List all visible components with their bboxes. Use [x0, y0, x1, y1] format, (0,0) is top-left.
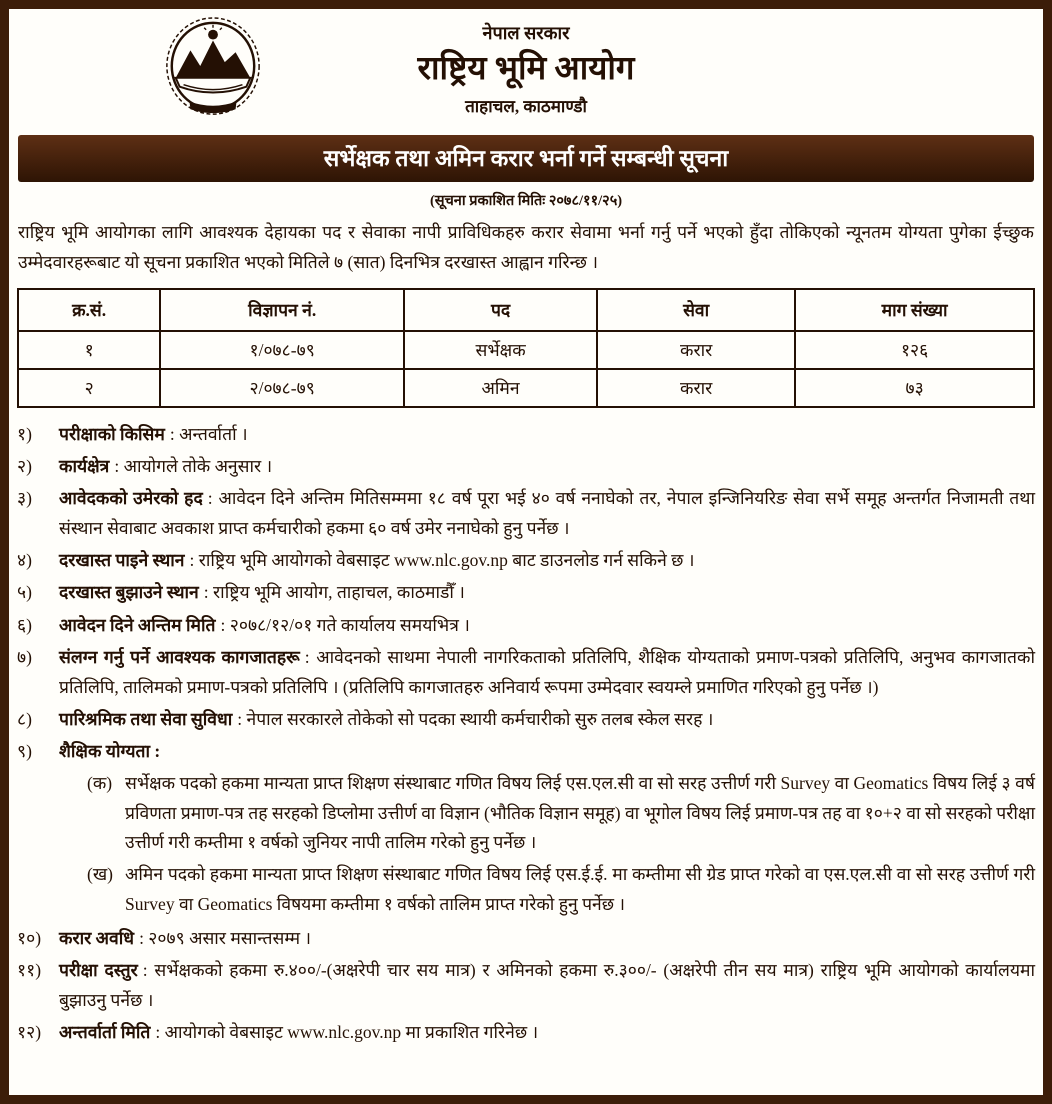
list-item-8 — [17, 705, 1035, 735]
cell-advert: १/०७८-७९ — [160, 331, 404, 369]
cell-post: सर्भेक्षक — [404, 331, 597, 369]
cell-demand: १२६ — [795, 331, 1034, 369]
item-number: ४) — [17, 550, 32, 570]
list-item-3 — [17, 484, 1035, 544]
column-header-advert: विज्ञापन नं. — [160, 289, 404, 331]
cell-serial: २ — [18, 369, 160, 407]
provisions-list — [17, 420, 1035, 1049]
item-text: : आयोगले तोके अनुसार । — [114, 455, 273, 476]
item-number: ३) — [17, 488, 32, 508]
item-body — [59, 956, 1035, 1016]
organization-address: ताहाचल, काठमाण्डौ — [465, 96, 587, 116]
item-text: : अन्तर्वार्ता । — [169, 423, 248, 444]
vacancy-table — [17, 288, 1035, 408]
item-text: : राष्ट्रिय भूमि आयोग, ताहाचल, काठमाडौँ । — [203, 582, 465, 603]
sub-item-text: सर्भेक्षक पदको हकमा मान्यता प्राप्त शिक्षण संस्थाबाट गणित विषय लिई एस.एल.सी वा सो सरह उत्तीर्ण गरी Survey वा Geomatics विषय लिई ३ वर्ष प्रविणता प्रमाण-पत्र तह सरहको डिप्लोमा उत्तीर्ण वा विज्ञान (भौतिक विज्ञान समूह) वा भूगोल विषय लिई प्रमाण-पत्र तह वा १०+२ वा सो सरहको परीक्षा उत्तीर्ण गरी कम्तीमा १ वर्षको जुनियर नापी तालिम गरेको हुनु पर्नेछ । — [125, 772, 1035, 853]
list-item-2 — [17, 452, 1035, 482]
item-label: करार अवधि — [59, 928, 135, 948]
column-header-post: पद — [404, 289, 597, 331]
sub-item-mark: (क) — [87, 772, 113, 793]
item-number: ६) — [17, 614, 32, 635]
item-label: शैक्षिक योग्यता : — [59, 741, 161, 761]
list-item-4 — [17, 546, 1035, 576]
list-item-9 — [17, 737, 1035, 922]
item-body — [59, 611, 1035, 641]
item-body — [59, 452, 1035, 482]
table-row — [18, 369, 1034, 407]
item-text: : आवेदन दिने अन्तिम मितिसम्ममा १८ वर्ष पूरा भई ४० वर्ष ननाघेको तर, नेपाल इन्जिनियरिङ सेवा सर्भे समूह अन्तर्गत निजामती तथा संस्थान सेवाबाट अवकाश प्राप्त कर्मचारीको हकमा ६० वर्ष उमेर ननाघेको हुनु पर्नेछ । — [59, 488, 1035, 538]
published-date-line: (सूचना प्रकाशित मितिः २०७८/११/२५) — [429, 193, 623, 209]
item-body — [59, 924, 1035, 954]
item-body — [59, 737, 1035, 922]
list-item-1 — [17, 420, 1035, 450]
item-body — [59, 1018, 1035, 1048]
nepal-government-emblem-icon — [159, 15, 267, 121]
intro-paragraph: राष्ट्रिय भूमि आयोगका लागि आवश्यक देहायका पद र सेवाका नापी प्राविधिकहरु करार सेवामा भर्ना गर्नु पर्ने भएको हुँदा तोकिएको न्यूनतम योग्यता पुगेका ईच्छुक उम्मेदवारहरूबाट यो सूचना प्रकाशित भएको मितिले ७ (सात) दिनभित्र दरखास्त आह्वान गरिन्छ । — [18, 222, 1034, 272]
item-label: संलग्न गर्नु पर्ने आवश्यक कागजातहरू — [59, 646, 300, 667]
column-header-serial: क्र.सं. — [18, 289, 160, 331]
item-text: : आयोगको वेबसाइट www.nlc.gov.np मा प्रकाशित गरिनेछ । — [155, 1022, 539, 1043]
letterhead — [17, 13, 1035, 125]
item-label: अन्तर्वार्ता मिति — [59, 1022, 151, 1043]
organization-name: राष्ट्रिय भूमि आयोग — [417, 51, 635, 87]
list-item-7 — [17, 643, 1035, 703]
item-label: आवेदकको उमेरको हद — [59, 488, 203, 508]
item-number: ९) — [17, 741, 32, 761]
item-body — [59, 643, 1035, 703]
item-label: पारिश्रमिक तथा सेवा सुविधा — [59, 708, 233, 729]
item-number: १) — [17, 423, 32, 444]
item-number: ११) — [17, 960, 42, 981]
list-item-5 — [17, 578, 1035, 608]
item-label: आवेदन दिने अन्तिम मिति — [59, 614, 216, 635]
item-label: परीक्षाको किसिम — [59, 423, 165, 444]
item-text: : २०७९ असार मसान्तसम्म । — [139, 928, 312, 948]
item-body — [59, 546, 1035, 576]
item-label: कार्यक्षेत्र — [59, 455, 110, 476]
cell-advert: २/०७८-७९ — [160, 369, 404, 407]
cell-service: करार — [597, 369, 795, 407]
government-line: नेपाल सरकार — [482, 23, 570, 43]
list-item-10 — [17, 924, 1035, 954]
item-body — [59, 578, 1035, 608]
cell-serial: १ — [18, 331, 160, 369]
item-label: परीक्षा दस्तुर — [59, 960, 138, 981]
item-number: ७) — [17, 646, 32, 667]
column-header-demand: माग संख्या — [795, 289, 1034, 331]
table-row — [18, 331, 1034, 369]
list-item-11 — [17, 956, 1035, 1016]
item-body — [59, 484, 1035, 544]
table-header-row — [18, 289, 1034, 331]
sub-item-ka — [87, 769, 1035, 858]
cell-service: करार — [597, 331, 795, 369]
item-text: : २०७८/१२/०१ गते कार्यालय समयभित्र । — [220, 614, 470, 635]
item-text: : आवेदनको साथमा नेपाली नागरिकताको प्रतिलिपि, शैक्षिक योग्यताको प्रमाण-पत्रको प्रतिलिपि, अनुभव कागजातको प्रतिलिपि, तालिमको प्रमाण-पत्रको प्रतिलिपि । (प्रतिलिपि कागजातहरु अनिवार्य रूपमा उम्मेदवार स्वयम्ले प्रमाणित गरिएको हुनु पर्नेछ ।) — [59, 646, 1035, 697]
item-number: ८) — [17, 708, 32, 729]
cell-demand: ७३ — [795, 369, 1034, 407]
column-header-service: सेवा — [597, 289, 795, 331]
item-text: : राष्ट्रिय भूमि आयोगको वेबसाइट www.nlc.gov.np बाट डाउनलोड गर्न सकिने छ । — [189, 550, 695, 570]
item-number: १०) — [17, 928, 42, 948]
cell-post: अमिन — [404, 369, 597, 407]
item-text: : नेपाल सरकारले तोकेको सो पदका स्थायी कर्मचारीको सुरु तलब स्केल सरह । — [237, 708, 714, 729]
sub-item-text: अमिन पदको हकमा मान्यता प्राप्त शिक्षण संस्थाबाट गणित विषय लिई एस.ई.ई. मा कम्तीमा सी ग्रेड प्राप्त गरेको वा एस.एल.सी वा सो सरह उत्तीर्ण गरी Survey वा Geomatics विषयमा कम्तीमा १ वर्षको तालिम प्राप्त गरेको हुनु पर्नेछ । — [125, 864, 1035, 914]
list-item-6 — [17, 611, 1035, 641]
sub-item-mark: (ख) — [87, 864, 113, 884]
item-label: दरखास्त पाइने स्थान — [59, 550, 185, 570]
item-label: दरखास्त बुझाउने स्थान — [59, 582, 199, 603]
item-body — [59, 420, 1035, 450]
sub-item-kha — [87, 860, 1035, 920]
list-item-12 — [17, 1018, 1035, 1048]
item-number: २) — [17, 455, 32, 476]
item-number: १२) — [17, 1022, 42, 1043]
item-number: ५) — [17, 582, 32, 603]
notice-title-banner — [18, 135, 1034, 182]
notice-title: सर्भेक्षक तथा अमिन करार भर्ना गर्ने सम्बन्धी सूचना — [323, 146, 729, 171]
item-text: : सर्भेक्षकको हकमा रु.४००/-(अक्षरेपी चार सय मात्र) र अमिनको हकमा रु.३००/- (अक्षरेपी तीन सय मात्र) राष्ट्रिय भूमि आयोगको कार्यालयमा बुझाउनु पर्नेछ । — [59, 960, 1036, 1010]
item-body — [59, 705, 1035, 735]
